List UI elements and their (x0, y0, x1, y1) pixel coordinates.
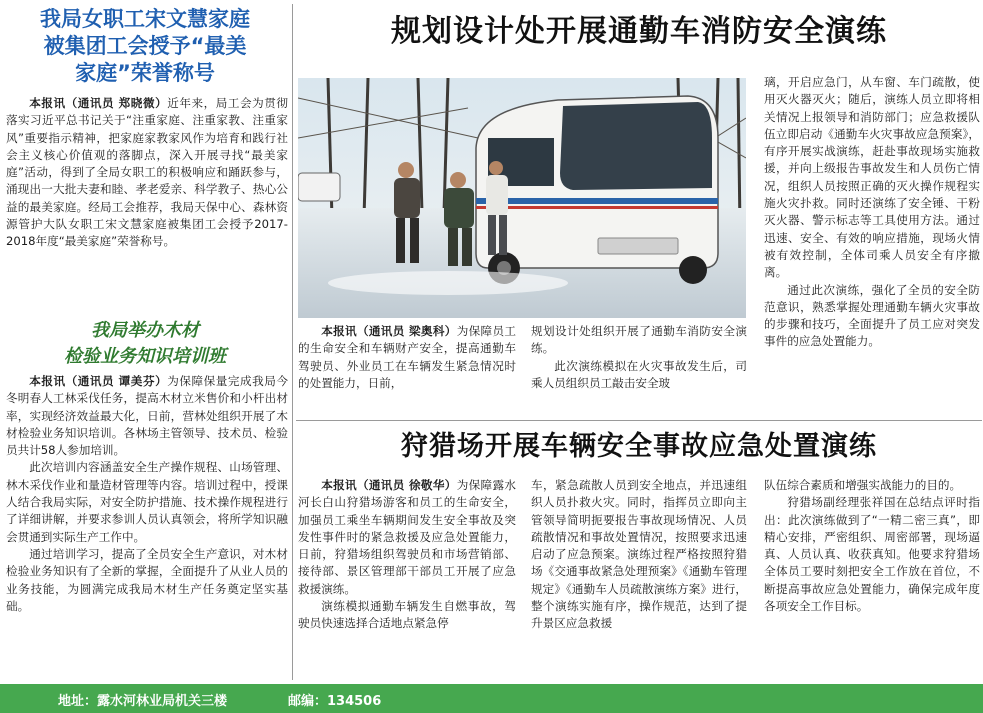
paragraph: 为保障露水河长白山狩猎场游客和员工的生命安全，加强员工乘坐车辆期间发生安全事故及突发性事件时的紧急救援及应急处置能力，日前，狩猎场组织驾驶员和市场营销部、接待部、景区管理部干部员工开展了应急救援演练。 (298, 478, 516, 596)
article-best-family-body (6, 95, 288, 251)
headline-line: 家庭”荣誉称号 (75, 61, 215, 85)
paragraph: 车，紧急疏散人员到安全地点，并迅速组织人员扑救火灾。同时，指挥员立即向主管领导简明扼要报告事故现场情况、人员疏散情况和事故处置情况，按照要求迅速启动了应急预案。演练过程严格按照狩猎场《交通事故紧急处理预案》《通勤车管理规定》《通勤车人员疏散演练方案》进行，整个演练实施有序，操作规范，达到了提升景区应急救援 (531, 478, 747, 631)
byline: 本报讯（通讯员 徐敬华） (321, 478, 457, 492)
footer-postcode: 邮编：134506 (288, 694, 382, 709)
paragraph: 狩猎场副经理张祥国在总结点评时指出：此次演练做到了“一精二密三真”，即精心安排，严密组织、周密部署，现场逼真、人员认真、收获真知。他要求狩猎场全体员工要时刻把安全工作放在首位，不断提高事故应急处置能力，确保完成年度各项安全工作目标。 (764, 495, 980, 614)
second-story-col3 (764, 477, 980, 615)
headline-line: 我局举办木材 (91, 320, 199, 341)
article-headline-timber-training (0, 318, 290, 370)
top-story-col1 (298, 323, 516, 392)
second-story-headline: 狩猎场开展车辆安全事故应急处置演练 (401, 431, 877, 462)
headline-line: 被集团工会授予“最美 (43, 34, 247, 58)
paragraph: 近年来，局工会为贯彻落实习近平总书记关于“注重家庭、注重家教、注重家风”重要指示精神，把家庭家教家风作为培育和践行社会主义核心价值观的落脚点，深入开展寻找“最美家庭”活动，得到了全局女职工的积极响应和踊跃参与，涌现出一大批夫妻和睦、孝老爱亲、科学教子、热心公益的最美家庭。经局工会推荐，我局天保中心、森林资源管护大队女职工宋文慧家庭被集团工会授予2017-2018年度“最美家庭”荣誉称号。 (6, 96, 288, 249)
headline-line: 检验业务知识培训班 (64, 346, 226, 367)
paragraph: 璃，开启应急门，从车窗、车门疏散，使用灭火器灭火；随后，演练人员立即将相关情况上报领导和消防部门；应急救援队伍立即启动《通勤车火灾事故应急预案》，有序开展实战演练，赶赴事故现场实施救援，并向上级报告事故发生和人员伤亡情况，组织人员按照正确的灭火操作规程实施火灾扑救。同时还演练了安全锤、干粉灭火器、警示标志等工具使用方法。通过迅速、安全、有效的响应措施，现场火情被有效控制，全体司乘人员安全有序撤离。 (764, 75, 980, 280)
paragraph: 此次演练模拟在火灾事故发生后，司乘人员组织员工敲击安全玻 (531, 358, 747, 390)
paragraph: 为保障员工的生命安全和车辆财产安全，提高通勤车驾驶员、外业员工在车辆发生紧急情况时的处置能力，日前， (298, 324, 516, 390)
column-divider (292, 4, 293, 680)
top-story-col3 (764, 74, 980, 351)
headline-line: 我局女职工宋文慧家庭 (40, 7, 250, 31)
paragraph: 通过此次演练，强化了全员的安全防范意识，熟悉掌握处理通勤车辆火灾事故的步骤和技巧，全面提升了员工应对突发事件的应急处置能力。 (764, 282, 980, 349)
footer-bar (0, 684, 983, 713)
article-timber-training-body (6, 373, 288, 615)
top-story-headline: 规划设计处开展通勤车消防安全演练 (391, 14, 887, 49)
article-headline-best-family (0, 6, 290, 87)
top-story-col2 (531, 323, 747, 392)
paragraph: 此次培训内容涵盖安全生产操作规程、山场管理、林木采伐作业和量造材管理等内容。培训过程中，授课人结合我局实际，对安全防护措施、技术操作规程进行了详细讲解，并要求参训人员认真领会，将所学知识融会贯通到实际生产工作中。 (6, 460, 288, 544)
paragraph: 通过培训学习，提高了全员安全生产意识，对木材检验业务知识有了全新的掌握，全面提升了从业人员的业务技能，为圆满完成我局木材生产任务奠定坚实基础。 (6, 546, 288, 613)
paragraph: 为保障保量完成我局今冬明春人工林采伐任务，提高木材立米售价和小杆出材率，实现经济效益最大化，日前，营林处组织开展了木材检验业务知识培训。各林场主管领导、技术员、检验员共计58人参加培训。 (6, 374, 288, 458)
second-story-col2 (531, 477, 747, 633)
bus-fire-drill-photo (298, 78, 746, 318)
footer-address: 地址：露水河林业局机关三楼 (58, 694, 228, 709)
byline: 本报讯（通讯员 梁奥科） (321, 324, 457, 338)
byline: 本报讯（通讯员 谭美芬） (29, 374, 168, 388)
paragraph: 队伍综合素质和增强实战能力的目的。 (764, 478, 962, 492)
byline: 本报讯（通讯员 郑晓微） (29, 96, 168, 110)
paragraph: 规划设计处组织开展了通勤车消防安全演练。 (531, 324, 747, 356)
paragraph: 演练模拟通勤车辆发生自燃事故，驾驶员快速选择合适地点紧急停 (298, 599, 516, 631)
section-divider (296, 420, 982, 421)
second-story-col1 (298, 477, 516, 633)
